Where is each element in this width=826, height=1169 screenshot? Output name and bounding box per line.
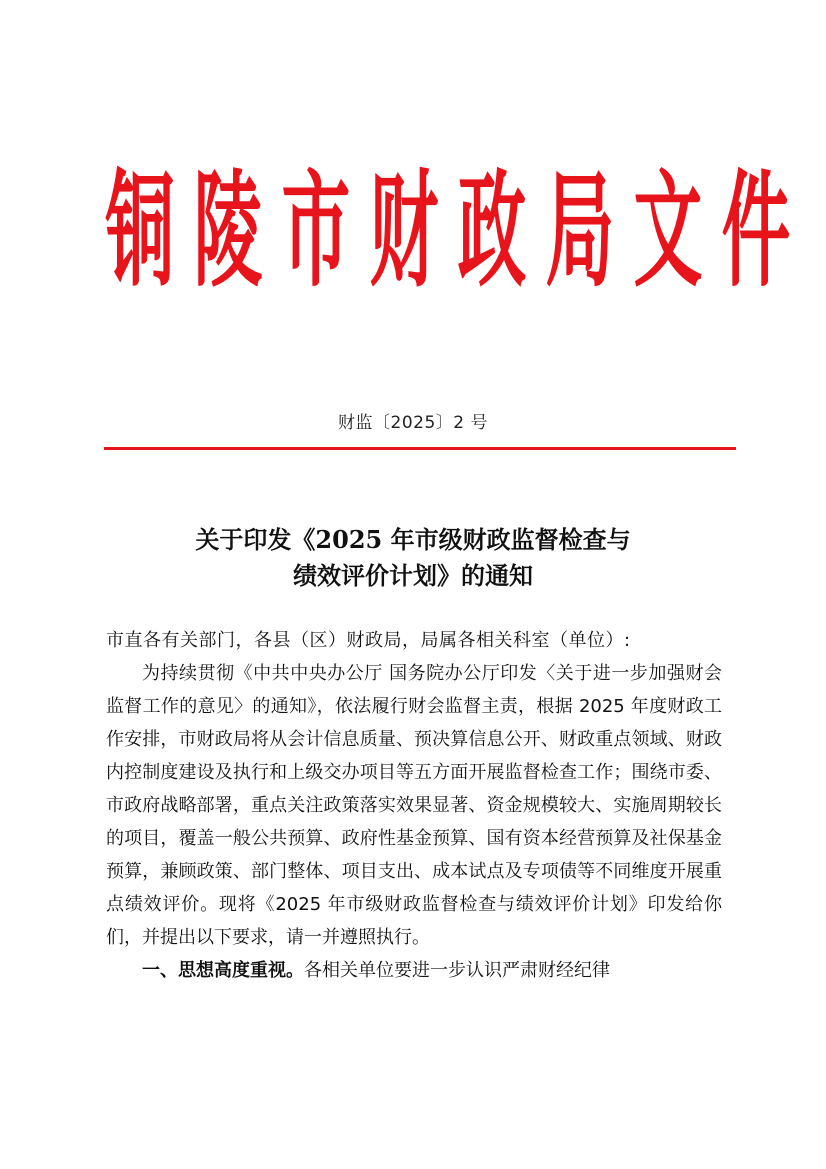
red-divider-line	[104, 447, 736, 450]
body-paragraph-1: 为持续贯彻《中共中央办公厅 国务院办公厅印发〈关于进一步加强财会监督工作的意见〉的通知》，依法履行财会监督主责，根据 2025 年度财政工作安排，市财政局将从会计信息质量、预决算信息公开、财政重点领域、财政内控制度建设及执行和上级交办项目等五方面开展监督检查工作；围绕市委、市政府战略部署，重点关注政策落实效果显著、资金规模较大、实施周期较长的项目，覆盖一般公共预算、政府性基金预算、国有资本经营预算及社保基金预算，兼顾政策、部门整体、项目支出、成本试点及专项债等不同维度开展重点绩效评价。现将《2025 年市级财政监督检查与绩效评价计划》印发给你们，并提出以下要求，请一并遵照执行。	[106, 663, 722, 948]
notice-title	[90, 522, 736, 594]
masthead	[96, 156, 791, 304]
section-heading-1: 一、思想高度重视。	[142, 960, 304, 981]
salutation: 市直各有关部门，各县（区）财政局，局属各相关科室（单位）:	[106, 630, 631, 651]
masthead-char: 政	[457, 156, 527, 304]
masthead-char: 文	[633, 156, 703, 304]
masthead-char: 财	[369, 156, 439, 304]
notice-body	[106, 624, 722, 987]
body-paragraph-2-text: 各相关单位要进一步认识严肃财经纪律	[304, 960, 610, 981]
document-number: 财监〔2025〕2 号	[338, 413, 488, 433]
notice-title-line-1: 关于印发《2025 年市级财政监督检查与	[195, 525, 631, 554]
masthead-char: 件	[721, 156, 791, 304]
masthead-char: 局	[545, 156, 615, 304]
masthead-char: 铜	[105, 156, 175, 304]
notice-title-line-2: 绩效评价计划》的通知	[293, 561, 533, 590]
body-paragraph-2	[106, 954, 722, 987]
masthead-char: 陵	[193, 156, 263, 304]
masthead-char: 市	[281, 156, 351, 304]
